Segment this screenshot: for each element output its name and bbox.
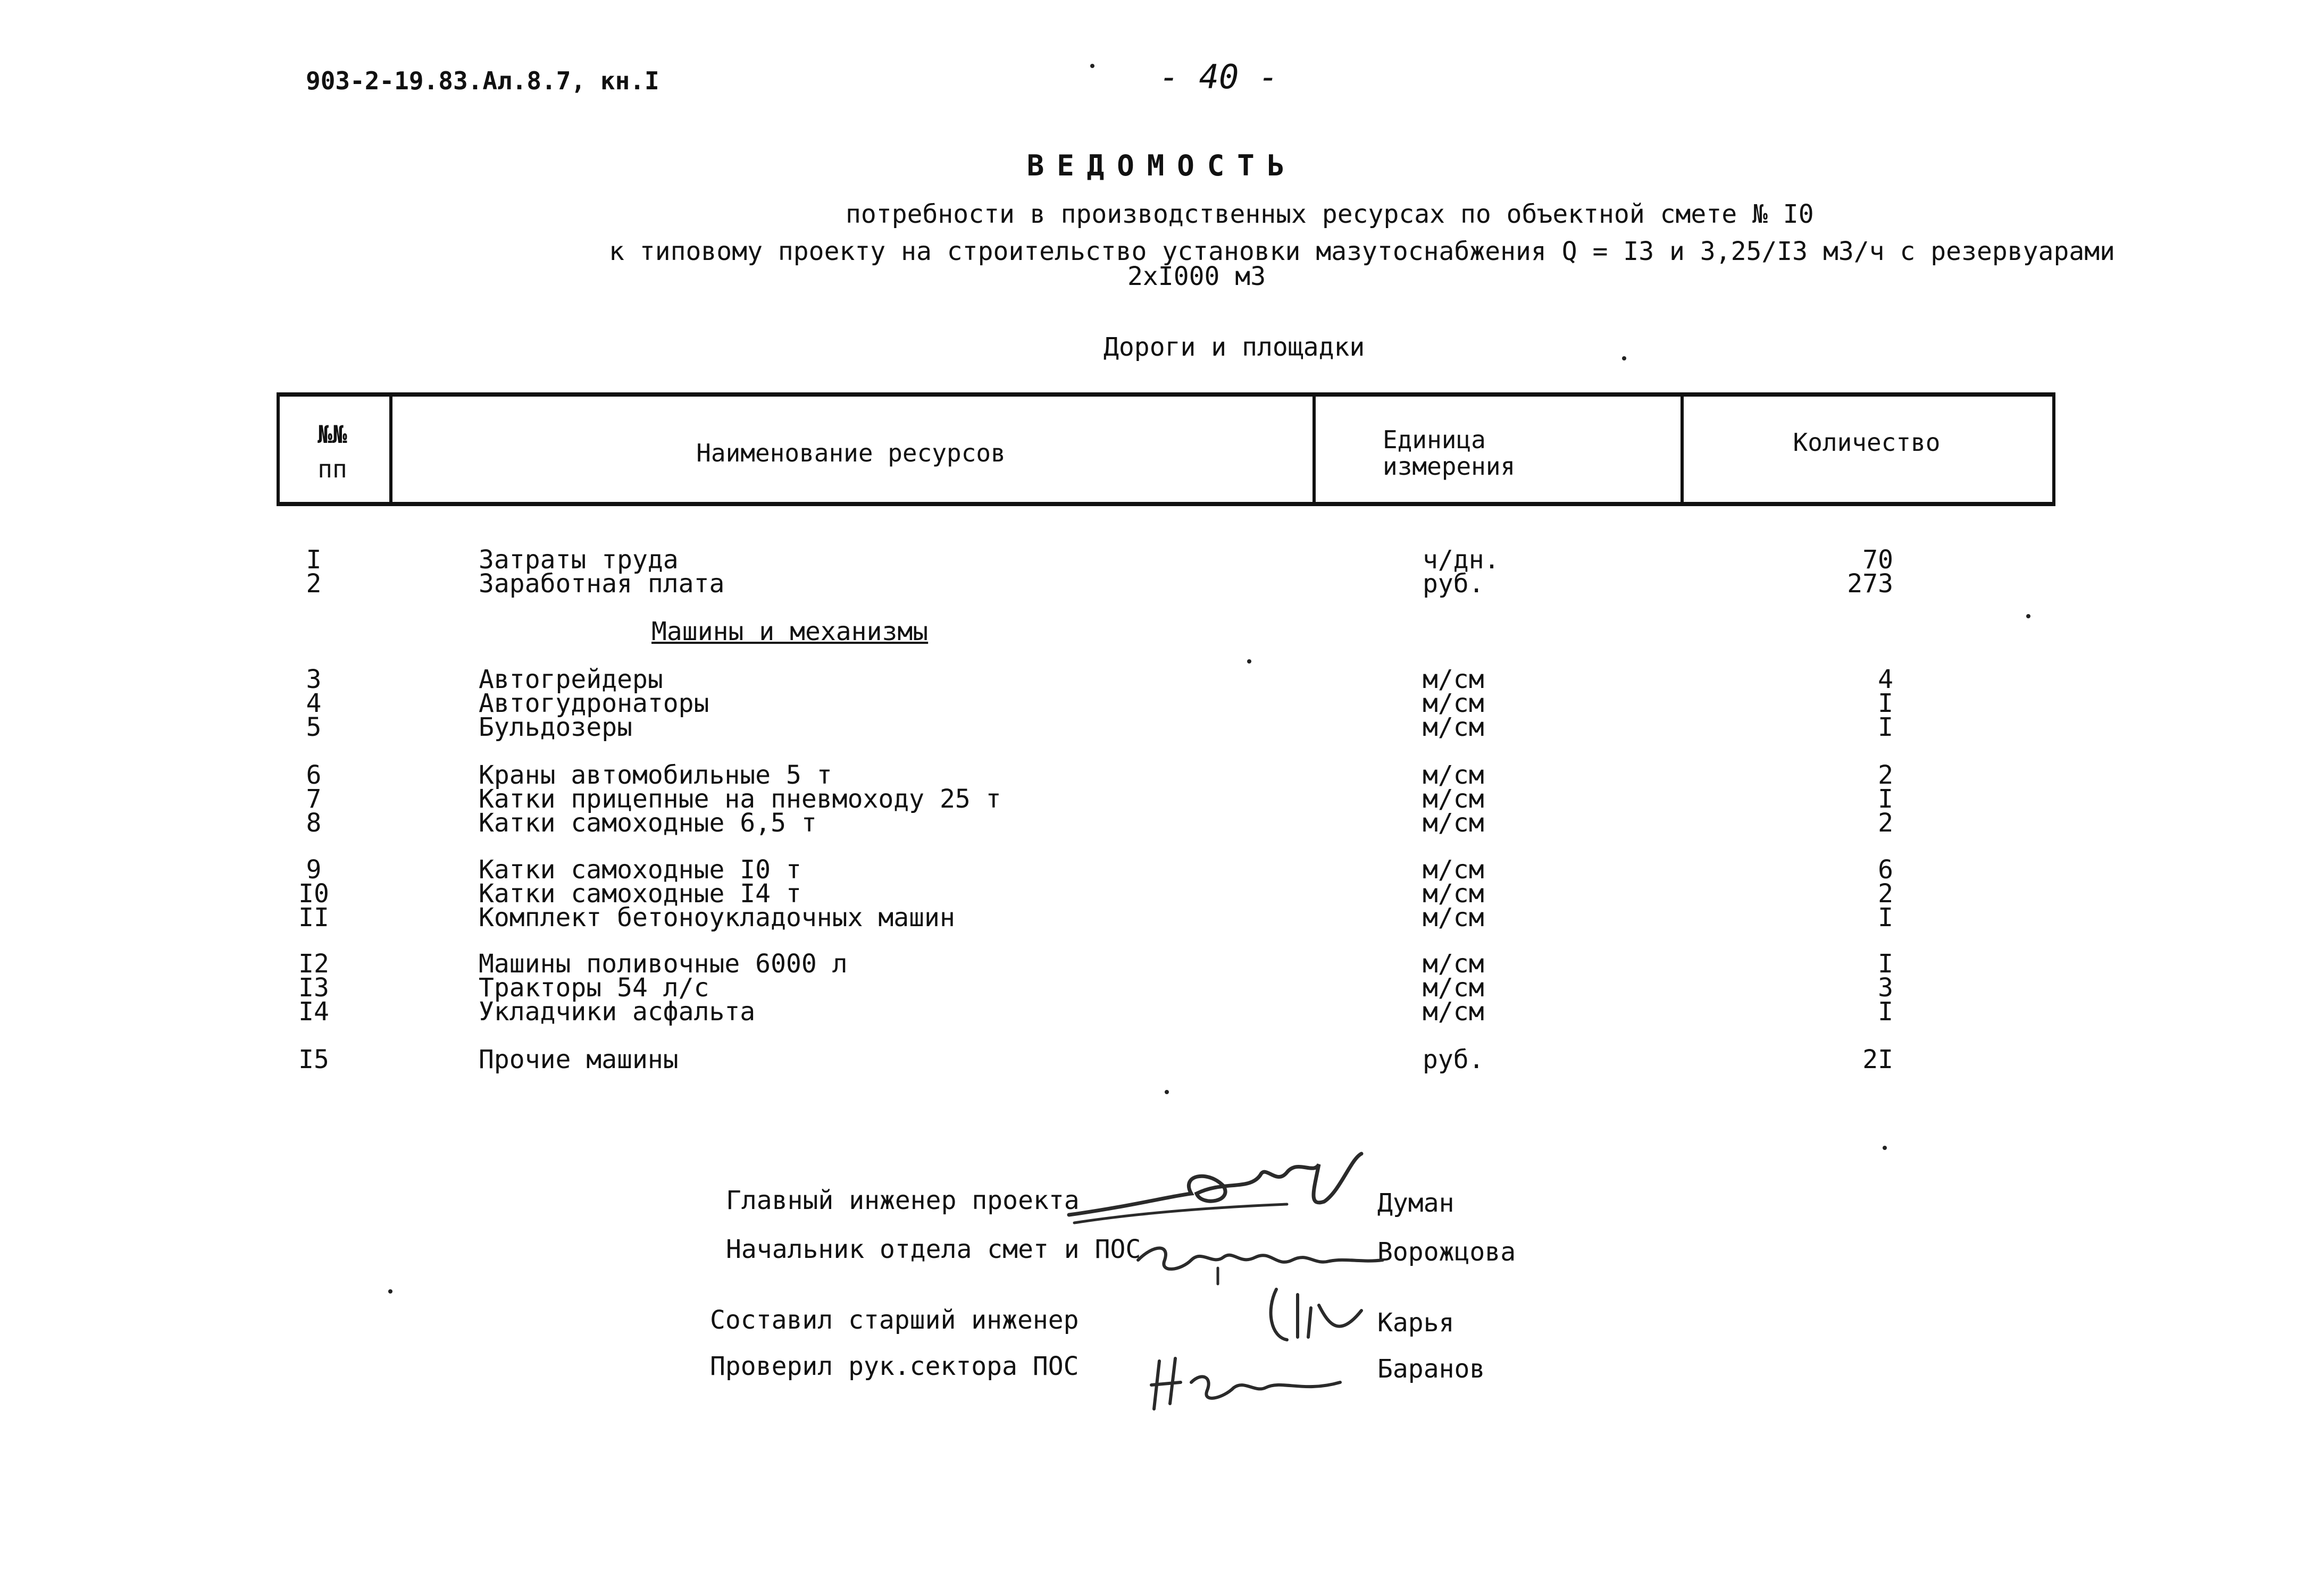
signature-name-sector-head: Баранов: [1377, 1354, 1485, 1384]
row-12-qty: I: [1878, 949, 1893, 979]
row-13-num: I3: [298, 973, 329, 1003]
row-5-qty: I: [1878, 712, 1893, 742]
row-2-unit: руб.: [1423, 569, 1484, 599]
row-12-num: I2: [298, 949, 329, 979]
header-unit-line1: Единица: [1383, 425, 1486, 454]
row-9-num: 9: [306, 855, 322, 885]
row-2-name: Заработная плата: [479, 569, 725, 599]
signature-name-dept-head: Ворожцова: [1377, 1237, 1516, 1267]
row-1-qty: 70: [1862, 545, 1893, 575]
row-11-qty: I: [1878, 903, 1893, 933]
row-4-num: 4: [306, 689, 322, 718]
row-2-qty: 273: [1847, 569, 1893, 599]
signature-mark-3: [1260, 1279, 1367, 1353]
row-15-unit: руб.: [1423, 1045, 1484, 1074]
row-6-qty: 2: [1878, 760, 1893, 790]
row-7-num: 7: [306, 784, 322, 814]
row-12-unit: м/см: [1423, 949, 1484, 979]
row-4-qty: I: [1878, 689, 1893, 718]
scan-speck: [388, 1289, 392, 1294]
scan-speck: [1622, 356, 1626, 360]
table-border-right: [2052, 392, 2055, 506]
row-8-name: Катки самоходные 6,5 т: [479, 808, 817, 838]
signature-role-sector-head: Проверил рук.сектора ПОС: [710, 1351, 1079, 1381]
row-4-name: Автогудронаторы: [479, 689, 709, 718]
row-14-num: I4: [298, 997, 329, 1027]
row-11-unit: м/см: [1423, 903, 1484, 933]
row-13-unit: м/см: [1423, 973, 1484, 1003]
document-code: 903-2-19.83.Ал.8.7, кн.I: [306, 66, 659, 95]
row-7-name: Катки прицепные на пневмоходу 25 т: [479, 784, 1001, 814]
row-13-name: Тракторы 54 л/с: [479, 973, 709, 1003]
scan-speck: [2026, 614, 2030, 618]
row-11-num: II: [298, 903, 329, 933]
row-8-qty: 2: [1878, 808, 1893, 838]
row-9-qty: 6: [1878, 855, 1893, 885]
scan-speck: [1883, 1146, 1887, 1150]
row-8-unit: м/см: [1423, 808, 1484, 838]
row-7-qty: I: [1878, 784, 1893, 814]
signature-name-senior-engineer: Карья: [1377, 1308, 1454, 1338]
signature-role-senior-engineer: Составил старший инженер: [710, 1305, 1079, 1335]
header-name: Наименование ресурсов: [696, 439, 1006, 467]
row-11-name: Комплект бетоноукладочных машин: [479, 903, 955, 933]
row-10-unit: м/см: [1423, 879, 1484, 909]
row-9-unit: м/см: [1423, 855, 1484, 885]
table-border-left: [277, 392, 280, 506]
row-5-num: 5: [306, 712, 322, 742]
row-1-unit: ч/дн.: [1423, 545, 1500, 575]
signature-role-chief-engineer: Главный инженер проекта: [726, 1186, 1080, 1215]
row-10-name: Катки самоходные I4 т: [479, 879, 801, 909]
row-15-num: I5: [298, 1045, 329, 1074]
signature-mark-4: [1143, 1350, 1345, 1420]
signature-role-dept-head: Начальник отдела смет и ПОС: [726, 1235, 1141, 1264]
scan-speck: [1247, 659, 1251, 664]
subtitle-line-3: 2хI000 м3: [1127, 262, 1266, 291]
row-15-name: Прочие машины: [479, 1045, 679, 1074]
table-divider-1: [389, 392, 392, 506]
row-15-qty: 2I: [1862, 1045, 1893, 1074]
signature-mark-2: [1133, 1223, 1388, 1287]
row-13-qty: 3: [1878, 973, 1893, 1003]
row-14-unit: м/см: [1423, 997, 1484, 1027]
row-3-unit: м/см: [1423, 665, 1484, 694]
scan-speck: [1090, 64, 1094, 68]
row-6-num: 6: [306, 760, 322, 790]
machines-subheading: Машины и механизмы: [651, 617, 929, 647]
subtitle-line-2: к типовому проекту на строительство установки мазутоснабжения Q = I3 и 3,25/I3 м3/ч с резервуарами: [609, 237, 2116, 266]
page-number: - 40 -: [1159, 57, 1278, 96]
header-unit-line2: измерения: [1383, 452, 1516, 481]
row-6-name: Краны автомобильные 5 т: [479, 760, 832, 790]
row-6-unit: м/см: [1423, 760, 1484, 790]
signature-name-chief-engineer: Думан: [1377, 1188, 1454, 1218]
row-1-num: I: [306, 545, 322, 575]
row-5-name: Бульдозеры: [479, 712, 632, 742]
row-7-unit: м/см: [1423, 784, 1484, 814]
row-3-qty: 4: [1878, 665, 1893, 694]
row-10-qty: 2: [1878, 879, 1893, 909]
row-1-name: Затраты труда: [479, 545, 679, 575]
row-5-unit: м/см: [1423, 712, 1484, 742]
row-14-qty: I: [1878, 997, 1893, 1027]
header-num-line1: №№: [317, 420, 347, 449]
row-3-num: 3: [306, 665, 322, 694]
row-4-unit: м/см: [1423, 689, 1484, 718]
row-14-name: Укладчики асфальта: [479, 997, 756, 1027]
table-divider-3: [1681, 392, 1684, 506]
scan-speck: [1165, 1090, 1169, 1094]
row-12-name: Машины поливочные 6000 л: [479, 949, 848, 979]
row-8-num: 8: [306, 808, 322, 838]
table-divider-2: [1313, 392, 1316, 506]
document-title: ВЕДОМОСТЬ: [1026, 149, 1298, 182]
signature-mark-1: [1064, 1143, 1383, 1233]
row-3-name: Автогрейдеры: [479, 665, 663, 694]
row-10-num: I0: [298, 879, 329, 909]
row-2-num: 2: [306, 569, 322, 599]
subtitle-line-1: потребности в производственных ресурсах по объектной смете № I0: [846, 199, 1814, 229]
section-title: Дороги и площадки: [1104, 332, 1365, 362]
header-qty: Количество: [1793, 428, 1941, 457]
header-num-line2: пп: [317, 455, 347, 483]
row-9-name: Катки самоходные I0 т: [479, 855, 801, 885]
